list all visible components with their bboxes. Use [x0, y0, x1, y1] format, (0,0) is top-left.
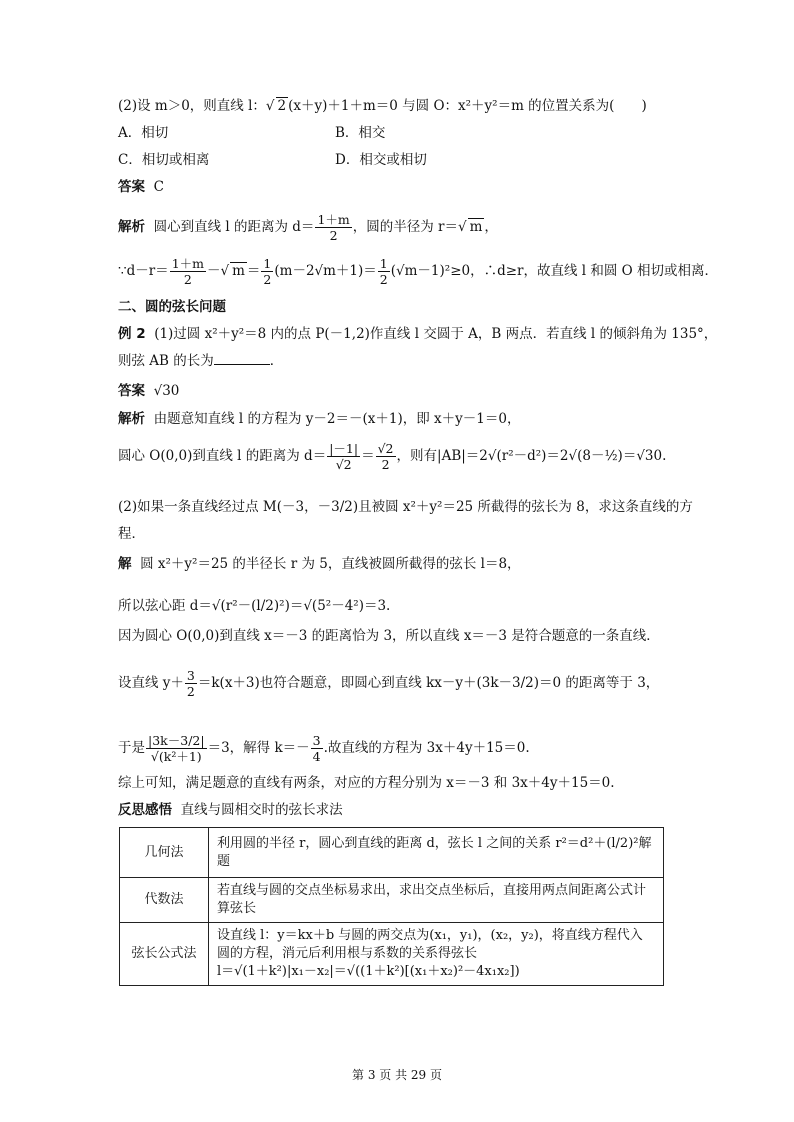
table-row [120, 828, 664, 878]
q2-option-a: A．相切 [118, 125, 169, 141]
fraction-numerator: √2 [377, 441, 394, 456]
analysis-text: 由题意知直线 l 的方程为 y－2＝－(x＋1)，即 x＋y－1＝0， [153, 411, 521, 427]
solution-line2: 所以弦心距 d＝√(r²－(l/2)²)＝√(5²－4²)＝3. [118, 598, 391, 614]
analysis-text: ，圆的半径为 r＝ [352, 219, 458, 235]
fraction-denominator: 2 [329, 228, 338, 243]
answer-value: √30 [153, 383, 180, 399]
fraction-denominator: √2 [335, 457, 352, 472]
section-title: 二、圆的弦长问题 [118, 299, 226, 315]
fraction [311, 733, 323, 764]
answer-value: C [153, 179, 164, 195]
q2-stem-part-a: (2)设 m＞0，则直线 l： [118, 98, 266, 114]
page-footer: 第 3 页 共 29 页 [352, 1068, 442, 1082]
example-label: 例 2 [118, 326, 146, 342]
solution-line1 [118, 554, 521, 574]
example2-line1 [118, 324, 717, 344]
method-description: 若直线与圆的交点坐标易求出，求出交点坐标后，直接用两点间距离公式计算弦长 [209, 878, 664, 923]
q2-option-c: C．相切或相离 [118, 152, 210, 168]
solution-text: ＝k(x＋3)也符合题意，即圆心到直线 kx－y＋(3k－3/2)＝0 的距离等于 3， [197, 675, 660, 691]
problem-text: 且被圆 x²＋y²＝25 所截得的弦长为 8，求这条直线的方 [358, 499, 693, 515]
example2-part2-line2: 程． [118, 526, 145, 542]
example2-analysis-line1 [118, 409, 520, 429]
q2-analysis-line1: 解析 圆心到直线 l 的距离为 d＝ $\frac{1+m}{2}$ ，圆的半径为 r＝√ m ， [118, 212, 498, 243]
q2-option-b: B．相交 [335, 125, 386, 141]
chord-method-table [119, 827, 664, 986]
q2-stem-part-b: (x＋y)＋1＋m＝0 与圆 O：x²＋y²＝m 的位置关系为( ) [288, 98, 647, 114]
fraction-numerator: 3 [186, 668, 195, 683]
fraction [315, 212, 351, 243]
fraction [261, 256, 273, 287]
analysis-text: ＝ [361, 448, 375, 464]
method-name: 代数法 [120, 878, 209, 923]
fraction-numerator: 3 [312, 733, 321, 748]
analysis-text: (m－2√m＋1)＝ [274, 263, 377, 279]
method-description-cell [209, 923, 664, 986]
fraction-numerator: 1 [263, 256, 272, 271]
q2-stem: (2)设 m＞0，则直线 l：√ 2 (x＋y)＋1＋m＝0 与圆 O：x²＋y²＝m 的位置关系为( ) [118, 98, 647, 114]
method-name: 几何法 [120, 828, 209, 878]
table-row [120, 878, 664, 923]
solution-text: 圆 x²＋y²＝25 的半径长 r 为 5，直线被圆所截得的弦长 l＝8， [140, 556, 521, 572]
example2-answer [118, 381, 179, 401]
fraction-numerator: |3k－3/2| [148, 733, 205, 748]
analysis-text: ＝ [246, 263, 261, 279]
fraction [378, 256, 390, 287]
fraction-numerator: |－1| [329, 441, 359, 456]
point-coordinates: (－3，－3/2) [276, 499, 359, 515]
q2-stem-sqrt: 2 [277, 98, 287, 114]
fraction [170, 256, 206, 287]
analysis-text: ，则有|AB|＝2√(r²－d²)＝2√(8－½)＝√30. [396, 448, 667, 464]
analysis-text: 圆心 O(0,0)到直线 l 的距离为 d＝ [118, 448, 327, 464]
analysis-text: 圆心到直线 l 的距离为 d＝ [153, 219, 315, 235]
fraction [146, 733, 207, 764]
solution-text: 设直线 y＋ [118, 675, 184, 691]
fraction [327, 441, 360, 472]
problem-text: (2)如果一条直线经过点 M [118, 499, 277, 515]
fraction-denominator: 2 [263, 272, 272, 287]
fraction-denominator: 4 [312, 749, 321, 764]
answer-label: 答案 [118, 383, 145, 399]
example2-analysis-line2 [118, 441, 666, 472]
analysis-label: 解析 [118, 411, 145, 427]
example2-part2-line1 [118, 497, 693, 517]
fraction-numerator: 1 [379, 256, 388, 271]
fraction-denominator: √(k²＋1) [150, 749, 202, 764]
method-description: 利用圆的半径 r，圆心到直线的距离 d，弦长 l 之间的关系 r²＝d²＋(l/2)²解题 [209, 828, 664, 878]
example2-line2 [118, 351, 283, 371]
example-text: (1)过圆 x²＋y²＝8 内的点 P(－1,2)作直线 l 交圆于 A，B 两点．若直线 l 的倾斜角为 135°， [154, 326, 718, 342]
solution-text: .故直线的方程为 3x＋4y＋15＝0. [323, 740, 530, 756]
answer-label: 答案 [118, 179, 145, 195]
solution-line3: 因为圆心 O(0,0)到直线 x＝－3 的距离恰为 3，所以直线 x＝－3 是符合题意的一条直线． [118, 628, 660, 644]
solution-label: 解 [118, 556, 132, 572]
q2-answer [118, 177, 164, 197]
fraction-numerator: 1＋m [317, 212, 350, 227]
solution-line6: 综上可知，满足题意的直线有两条，对应的方程分别为 x＝－3 和 3x＋4y＋15＝0. [118, 775, 615, 791]
method-description: 设直线 l：y＝kx＋b 与圆的两交点为(x₁，y₁)，(x₂，y₂)，将直线方程代入圆的方程，消元后利用根与系数的关系得弦长 [217, 928, 643, 961]
solution-text: ＝3，解得 k＝－ [207, 740, 310, 756]
analysis-text: ∵d－r＝ [118, 263, 169, 279]
answer-blank [214, 351, 270, 365]
sqrt-radicand: m [469, 219, 483, 235]
method-name: 弦长公式法 [120, 923, 209, 986]
reflection-label: 反思感悟 [118, 802, 172, 818]
analysis-text: (√m－1)²≥0，∴d≥r，故直线 l 和圆 O 相切或相离． [390, 263, 719, 279]
analysis-text: － [207, 263, 221, 279]
fraction [376, 441, 396, 472]
fraction-denominator: 2 [379, 272, 388, 287]
table-row [120, 923, 664, 986]
solution-text: 于是 [118, 740, 145, 756]
example-text: 则弦 AB 的长为 [118, 353, 214, 369]
sqrt-radicand: m [232, 263, 245, 279]
reflection-title: 直线与圆相交时的弦长求法 [180, 802, 343, 818]
analysis-text: ， [484, 219, 498, 235]
reflection-heading [118, 800, 343, 820]
fraction-denominator: 2 [381, 457, 390, 472]
fraction-numerator: 1＋m [171, 256, 204, 271]
fraction-denominator: 2 [186, 684, 195, 699]
fraction-denominator: 2 [183, 272, 192, 287]
q2-option-d: D．相交或相切 [335, 152, 427, 168]
solution-line5 [118, 733, 530, 764]
solution-line4 [118, 668, 659, 699]
q2-analysis-line2: ∵d－r＝ $\frac{1+m}{2}$ －√ m ＝ $\frac{1}{2}$ (m－2√m＋1)＝ $\frac{1}{2}$ (√m－1)²≥0，∴d≥r，故直线 l 和圆 O 相切或相离． [118, 256, 719, 287]
example-text: ． [269, 353, 284, 369]
analysis-label: 解析 [118, 219, 145, 235]
method-formula: l＝√(1＋k²)|x₁－x₂|＝√((1＋k²)[(x₁＋x₂)²－4x₁x₂]) [217, 964, 520, 979]
fraction [185, 668, 197, 699]
